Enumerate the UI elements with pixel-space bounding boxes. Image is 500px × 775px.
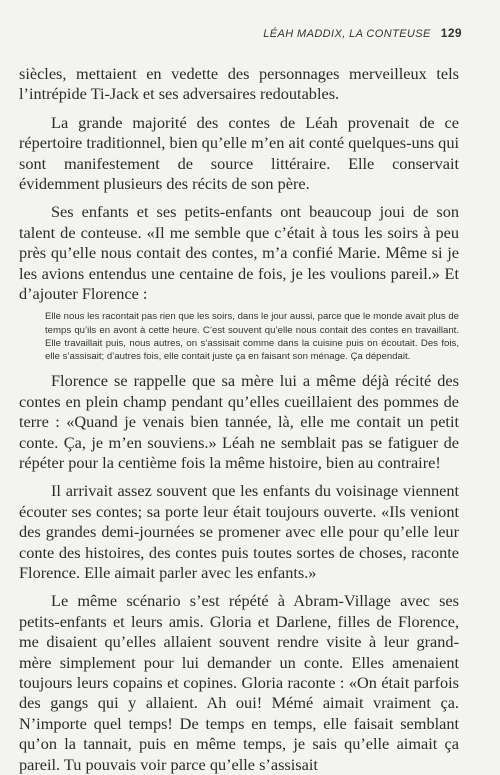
- paragraph: Il arrivait assez souvent que les enfants du voisinage viennent écouter ses contes; sa porte leur était toujours ouverte. «Ils veniont des grandes demi-journées se promener avec elle pour qu’elle leur conte des histoires, des contes puis toutes sortes de choses, raconte Florence. Elle aimait parler avec les enfants.»: [19, 481, 459, 582]
- running-title: LÉAH MADDIX, LA CONTEUSE: [263, 28, 431, 40]
- paragraph: La grande majorité des contes de Léah provenait de ce répertoire traditionnel, bien qu’elle m’en ait conté quelques-uns qui sont manifestement de source littéraire. Elle conservait évidemment plusieurs des récits de son père.: [19, 112, 459, 194]
- paragraph: Ses enfants et ses petits-enfants ont beaucoup joui de son talent de conteuse. «Il me semble que c’était à tous les soirs à peu près qu’elle nous contait des contes, m’a confié Marie. Même si je les avions entendus une centaine de fois, je les voulions pareil.» Et d’ajouter Florence :: [19, 202, 459, 304]
- paragraph: siècles, mettaient en vedette des personnages merveilleux tels l’intrépide Ti-Jack et ses adversaires redoutables.: [19, 64, 459, 104]
- page-number: 129: [440, 26, 462, 40]
- block-quote: Elle nous les racontait pas rien que les soirs, dans le jour aussi, parce que le monde avait plus de temps qu’ils en avont à cette heure. C’est souvent qu’elle nous contait des contes en travaillant. Elle travaillait puis, nous autres, on s’assisait comme dans la cuisine puis on écoutait. Des fois, elle s’assisait; d’autres fois, elle contait juste ça en faisant son ménage. Ça dépendait.: [45, 311, 459, 363]
- paragraph: Florence se rappelle que sa mère lui a même déjà récité des contes en plein champ pendant qu’elles cueillaient des pommes de terre : «Quand je venais bien tannée, là, elle me contait un petit conte. Ça, je m’en souviens.» Léah ne semblait pas se fatiguer de répéter pour la centième fois la même histoire, bien au contraire!: [19, 371, 459, 472]
- running-header: [263, 26, 462, 40]
- paragraph: Le même scénario s’est répété à Abram-Village avec ses petits-enfants et leurs amis. Gloria et Darlene, filles de Florence, me disaient qu’elles allaient souvent rendre visite à leur grand-mère simplement pour lui demander un conte. Elles amenaient toujours leurs copains et copines. Gloria raconte : «On était parfois des gangs qui y allaient. Ah oui! Mémé aimait vraiment ça. N’importe quel temps! De temps en temps, elle faisait semblant qu’on la tannait, puis en même temps, je sais qu’elle aimait ça pareil. Tu pouvais voir parce qu’elle s’assisait: [19, 591, 459, 774]
- page-body: [19, 64, 459, 775]
